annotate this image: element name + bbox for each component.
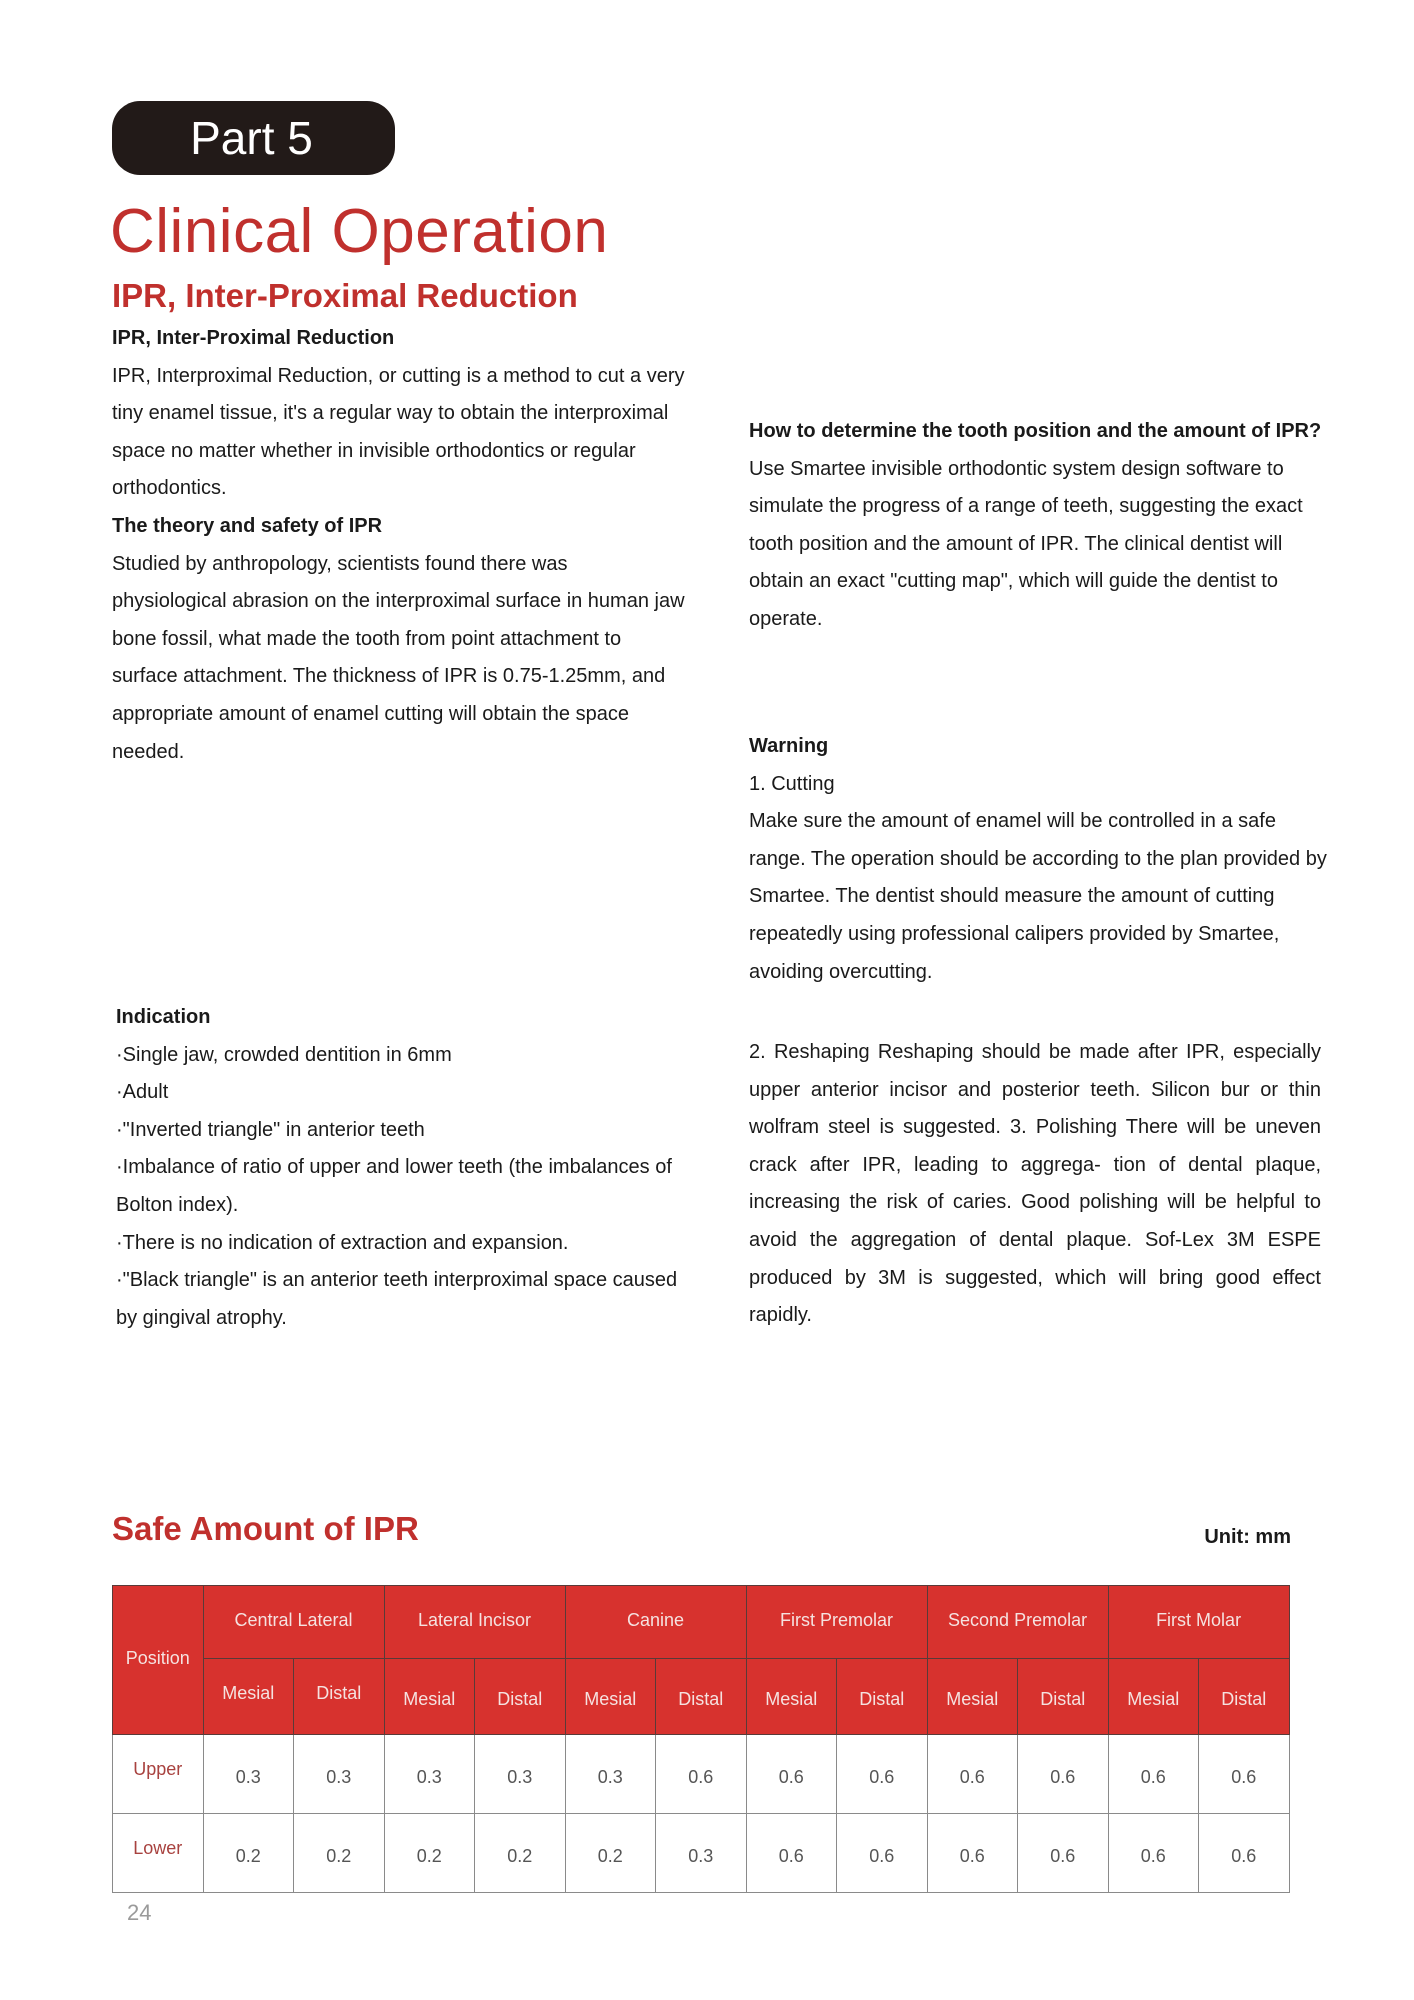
theory-text: Studied by anthropology, scientists found there was physiological abrasion on the interproximal surface in human jaw bone fossil, what made the tooth from point attachment to surface attachment. The thickness of IPR is 0.75-1.25mm, and appropriate amount of enamel cutting will obtain the space needed. xyxy=(112,552,685,763)
distal-header: Distal xyxy=(1018,1659,1109,1735)
warning-heading: Warning xyxy=(749,735,829,757)
indication-item: ·"Inverted triangle" in anterior teeth xyxy=(116,1118,425,1141)
mesial-header: Mesial xyxy=(1108,1659,1199,1735)
mesial-header: Mesial xyxy=(203,1659,294,1735)
distal-header: Distal xyxy=(656,1659,747,1735)
determine-section xyxy=(749,413,1329,639)
warning-section xyxy=(749,728,1329,991)
intro-text: IPR, Interproximal Reduction, or cutting is a method to cut a very tiny enamel tissue, it's a regular way to obtain the interproximal space no matter whether in invisible orthodontics or regular orthodontics. xyxy=(112,364,685,500)
table-cell: 0.6 xyxy=(837,1735,928,1814)
table-cell: 0.6 xyxy=(837,1814,928,1893)
page-number: 24 xyxy=(127,1900,152,1925)
warning-item1-title: 1. Cutting xyxy=(749,772,835,795)
indication-item: ·Adult xyxy=(116,1081,169,1104)
warning-item2 xyxy=(749,1034,1321,1335)
warning-item1-text: Make sure the amount of enamel will be controlled in a safe range. The operation should be according to the plan provided by Smartee. The dentist should measure the amount of cutting repeatedly using professional calipers provided by Smartee, avoiding overcutting. xyxy=(749,810,1327,983)
distal-header: Distal xyxy=(837,1659,928,1735)
table-cell: 0.2 xyxy=(384,1814,475,1893)
indication-heading: Indication xyxy=(116,1006,211,1028)
table-header-row-subs xyxy=(113,1659,1290,1735)
table-cell: 0.6 xyxy=(746,1735,837,1814)
table-cell: 0.2 xyxy=(475,1814,566,1893)
table-cell: 0.6 xyxy=(746,1814,837,1893)
table-cell: 0.6 xyxy=(927,1735,1018,1814)
warning-item2-text: 2. Reshaping Reshaping should be made after IPR, especially upper anterior incisor and posterior teeth. Silicon bur or thin wolfram steel is suggested. 3. Polishing There will be uneven crack after IPR, leading to aggrega- tion of dental plaque, increasing the risk of caries. Good polishing will be helpful to avoid the aggregation of dental plaque. Sof-Lex 3M ESPE produced by 3M is suggested, which will bring good effect rapidly. xyxy=(749,1041,1321,1327)
page-title: Clinical Operation xyxy=(110,197,609,266)
distal-header: Distal xyxy=(475,1659,566,1735)
table-row-upper xyxy=(113,1735,1290,1814)
indication-item: ·There is no indication of extraction and expansion. xyxy=(116,1231,569,1254)
group-header: Lateral Incisor xyxy=(384,1586,565,1659)
row-label: Lower xyxy=(113,1814,204,1893)
mesial-header: Mesial xyxy=(565,1659,656,1735)
table-cell: 0.6 xyxy=(1199,1814,1290,1893)
group-header: Second Premolar xyxy=(927,1586,1108,1659)
table-cell: 0.2 xyxy=(565,1814,656,1893)
table-cell: 0.6 xyxy=(1018,1735,1109,1814)
determine-text: Use Smartee invisible orthodontic system design software to simulate the progress of a range of teeth, suggesting the exact tooth position and the amount of IPR. The clinical dentist will obtain an exact "cutting map", which will guide the dentist to operate. xyxy=(749,457,1303,630)
table-cell: 0.3 xyxy=(203,1735,294,1814)
table-cell: 0.2 xyxy=(203,1814,294,1893)
table-cell: 0.3 xyxy=(656,1814,747,1893)
table-header-row-groups xyxy=(113,1586,1290,1659)
intro-heading: IPR, Inter-Proximal Reduction xyxy=(112,327,395,349)
intro-section xyxy=(112,320,687,771)
indication-item: ·Single jaw, crowded dentition in 6mm xyxy=(116,1043,452,1066)
group-header: First Premolar xyxy=(746,1586,927,1659)
row-label: Upper xyxy=(113,1735,204,1814)
theory-heading: The theory and safety of IPR xyxy=(112,514,383,537)
position-header: Position xyxy=(113,1586,204,1735)
section-subtitle: IPR, Inter-Proximal Reduction xyxy=(112,277,578,314)
indication-item: ·Imbalance of ratio of upper and lower teeth (the imbalances of Bolton index). xyxy=(116,1156,672,1216)
table-cell: 0.6 xyxy=(927,1814,1018,1893)
table-cell: 0.3 xyxy=(384,1735,475,1814)
indication-item: ·"Black triangle" is an anterior teeth interproximal space caused by gingival atrophy. xyxy=(116,1269,678,1329)
part-label-badge xyxy=(112,101,395,175)
table-cell: 0.3 xyxy=(294,1735,385,1814)
table-cell: 0.3 xyxy=(565,1735,656,1814)
table-cell: 0.3 xyxy=(475,1735,566,1814)
table-cell: 0.6 xyxy=(1018,1814,1109,1893)
table-cell: 0.6 xyxy=(1108,1735,1199,1814)
group-header: Canine xyxy=(565,1586,746,1659)
safe-amount-table xyxy=(112,1585,1290,1893)
indication-section xyxy=(116,999,696,1337)
table-cell: 0.6 xyxy=(1108,1814,1199,1893)
table-cell: 0.2 xyxy=(294,1814,385,1893)
distal-header: Distal xyxy=(1199,1659,1290,1735)
group-header: Central Lateral xyxy=(203,1586,384,1659)
mesial-header: Mesial xyxy=(927,1659,1018,1735)
mesial-header: Mesial xyxy=(746,1659,837,1735)
table-cell: 0.6 xyxy=(1199,1735,1290,1814)
determine-heading: How to determine the tooth position and the amount of IPR? xyxy=(749,420,1322,442)
part-label: Part 5 xyxy=(190,112,313,164)
mesial-header: Mesial xyxy=(384,1659,475,1735)
unit-label: Unit: mm xyxy=(1204,1526,1291,1548)
table-cell: 0.6 xyxy=(656,1735,747,1814)
table-row-lower xyxy=(113,1814,1290,1893)
safe-amount-title: Safe Amount of IPR xyxy=(112,1510,419,1547)
distal-header: Distal xyxy=(294,1659,385,1735)
group-header: First Molar xyxy=(1108,1586,1289,1659)
